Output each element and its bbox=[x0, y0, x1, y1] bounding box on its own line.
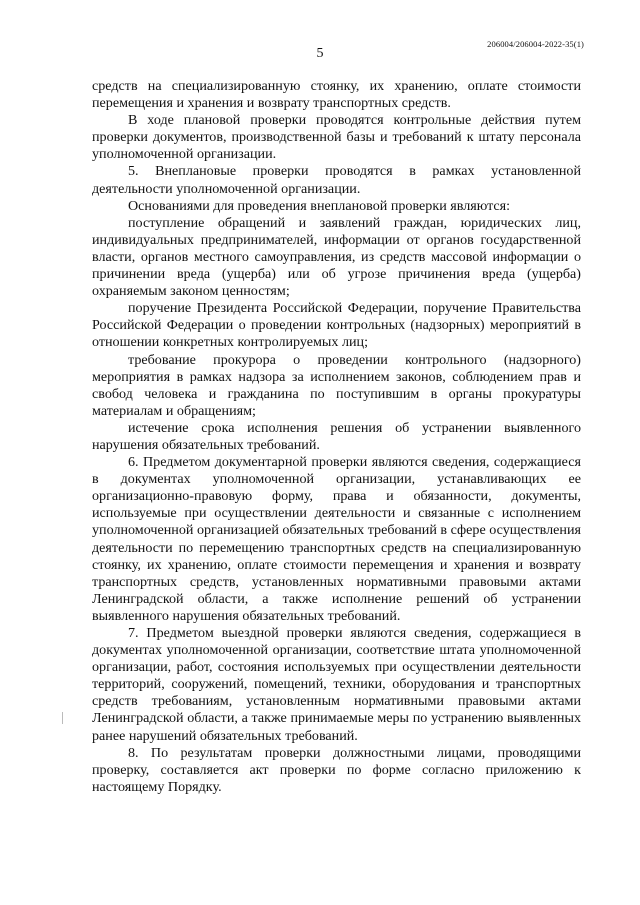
paragraph-item-5: 5. Внеплановые проверки проводятся в рамках установленной деятельности уполномоченной организации. bbox=[92, 163, 581, 197]
paragraph-planned-inspection-actions: В ходе плановой проверки проводятся контрольные действия путем проверки документов, производственной базы и требований к штату персонала уполномоченной организации. bbox=[92, 112, 581, 163]
scan-margin-mark bbox=[62, 712, 63, 724]
document-body bbox=[92, 78, 581, 796]
paragraph-ground-instruction: поручение Президента Российской Федерации, поручение Правительства Российской Федерации о проведении контрольных (надзорных) мероприятий в отношении конкретных контролируемых лиц; bbox=[92, 300, 581, 351]
paragraph-item-8: 8. По результатам проверки должностными лицами, проводящими проверку, составляется акт проверки по форме согласно приложению к настоящему Порядку. bbox=[92, 744, 581, 795]
paragraph-ground-deadline: истечение срока исполнения решения об устранении выявленного нарушения обязательных требований. bbox=[92, 419, 581, 453]
paragraph-continuation: средств на специализированную стоянку, их хранению, оплате стоимости перемещения и хранения и возврату транспортных средств. bbox=[92, 78, 581, 112]
paragraph-item-6: 6. Предметом документарной проверки являются сведения, содержащиеся в документах уполномоченной организации, устанавливающих ее организационно-правовую форму, права и обязанности, документы, используемые при осуществлении деятельности и связанные с исполнением уполномоченной организацией обязательных требований в сфере осуществления деятельности по перемещению транспортных средств на специализированную стоянку, их хранению, оплате стоимости перемещения и хранения и возврату транспортных средств, установленных нормативными правовыми актами Ленинградской области, а также исполнение решений об устранении выявленного нарушения обязательных требований. bbox=[92, 454, 581, 624]
paragraph-grounds-heading: Основаниями для проведения внеплановой проверки являются: bbox=[128, 197, 511, 214]
page-number: 5 bbox=[316, 46, 324, 61]
paragraph-ground-appeals: поступление обращений и заявлений граждан, юридических лиц, индивидуальных предпринимателей, информации от органов государственной власти, органов местного самоуправления, из средств массовой информации о причинении вреда (ущерба) или об угрозе причинения вреда (ущерба) охраняемым законом ценностям; bbox=[92, 214, 581, 300]
paragraph-item-7: 7. Предметом выездной проверки являются сведения, содержащиеся в документах уполномоченной организации, соответствие штата уполномоченной организации, работ, состояния используемых при осуществлении деятельности территорий, сооружений, помещений, техники, оборудования и транспортных средств требованиям, установленным нормативными правовыми актами Ленинградской области, а также принимаемые меры по устранению выявленных ранее нарушений обязательных требований. bbox=[92, 625, 581, 744]
document-code: 206004/206004-2022-35(1) bbox=[487, 39, 584, 49]
paragraph-ground-prosecutor: требование прокурора о проведении контрольного (надзорного) мероприятия в рамках надзора за исполнением законов, соблюдением прав и свобод человека и гражданина по поступившим в органы прокуратуры материалам и обращениям; bbox=[92, 351, 581, 419]
